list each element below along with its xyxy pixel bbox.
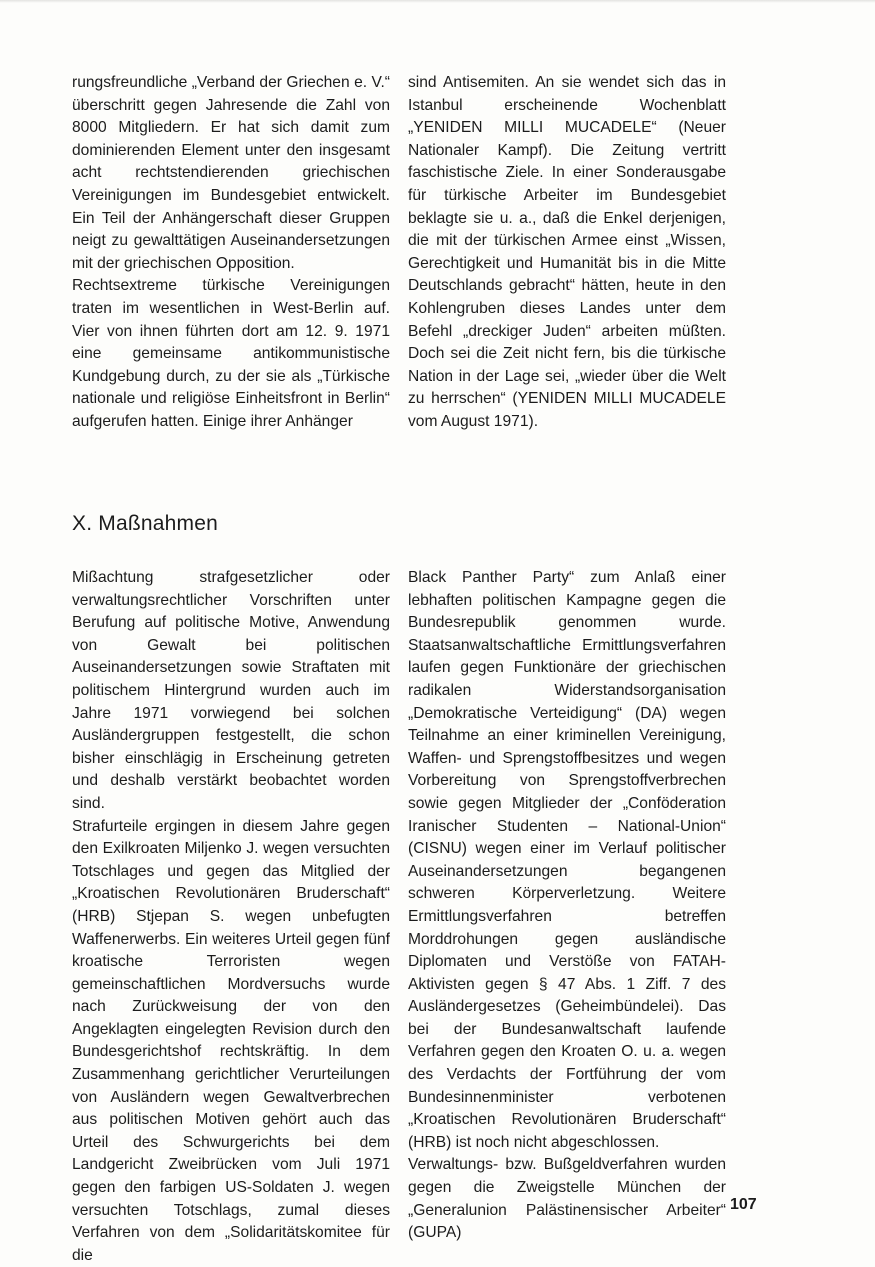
bottom-left-column xyxy=(72,567,390,1267)
section-heading: X. Maßnahmen xyxy=(72,512,218,535)
paragraph-measures-intro: Mißachtung strafgesetzlicher oder verwaltungsrechtlicher Vorschriften unter Berufung auf politische Motive, Anwendung von Gewalt bei politischen Auseinandersetzungen sowie Straftaten mit politischem Hintergrund wurden auch im Jahre 1971 vorwiegend bei solchen Ausländergruppen festgestellt, die schon bisher einschlägig in Erscheinung getreten und deshalb verstärkt beobachtet worden sind. xyxy=(72,569,390,812)
page-number: 107 xyxy=(730,1196,757,1213)
paragraph-antisemites: sind Antisemiten. An sie wendet sich das in Istanbul erscheinende Wochenblatt „YENIDEN MILLI MUCADELE“ (Neuer Nationaler Kampf). Die Zeitung vertritt faschistische Ziele. In einer Sonderausgabe für türkische Arbeiter im Bundesgebiet beklagte sie u. a., daß die Enkel derjenigen, die mit der türkischen Armee einst „Wissen, Gerechtigkeit und Humanität bis in die Mitte Deutschlands gebracht“ hätten, heute in den Kohlengruben dieses Landes unter dem Befehl „dreckiger Juden“ arbeiten müßten. Doch sei die Zeit nicht fern, bis die türkische Nation in der Lage sei, „wieder über die Welt zu herrschen“ (YENIDEN MILLI MUCADELE vom August 1971). xyxy=(408,74,726,430)
bottom-right-column xyxy=(408,567,726,1245)
paragraph-administrative-proceedings: Verwaltungs- bzw. Bußgeldverfahren wurden gegen die Zweigstelle München der „Generalunion Palästinensischer Arbeiter“ (GUPA) xyxy=(408,1156,726,1242)
paragraph-greek-associations: rungsfreundliche „Verband der Griechen e. V.“ überschritt gegen Jahresende die Zahl von 8000 Mitgliedern. Er hat sich damit zum dominierenden Element unter den insgesamt acht rechtstendierenden griechischen Vereinigungen im Bundesgebiet entwickelt. Ein Teil der Anhängerschaft dieser Gruppen neigt zu gewalttätigen Auseinandersetzungen mit der griechischen Opposition. xyxy=(72,74,390,272)
paragraph-turkish-associations: Rechtsextreme türkische Vereinigungen traten im wesentlichen in West-Berlin auf. Vier von ihnen führten dort am 12. 9. 1971 eine gemeinsame antikommunistische Kundgebung durch, zu der sie als „Türkische nationale und religiöse Einheitsfront in Berlin“ aufgerufen hatten. Einige ihrer Anhänger xyxy=(72,277,390,430)
top-right-column xyxy=(408,72,726,434)
paragraph-investigations: Black Panther Party“ zum Anlaß einer lebhaften politischen Kampagne gegen die Bundesrepublik genommen wurde. Staatsanwaltschaftliche Ermittlungsverfahren laufen gegen Funktionäre der griechischen radikalen Widerstandsorganisation „Demokratische Verteidigung“ (DA) wegen Teilnahme an einer kriminellen Vereinigung, Waffen- und Sprengstoffbesitzes und wegen Vorbereitung von Sprengstoffverbrechen sowie gegen Mitglieder der „Conföderation Iranischer Studenten – National-Union“ (CISNU) wegen einer im Verlauf politischer Auseinandersetzungen begangenen schweren Körperverletzung. Weitere Ermittlungsverfahren betreffen Morddrohungen gegen ausländische Diplomaten und Verstöße von FATAH-Aktivisten gegen § 47 Abs. 1 Ziff. 7 des Ausländergesetzes (Geheimbündelei). Das bei der Bundesanwaltschaft laufende Verfahren gegen den Kroaten O. u. a. wegen des Verdachts der Fortführung der vom Bundesinnenminister verbotenen „Kroatischen Revolutionären Bruderschaft“ (HRB) ist noch nicht abgeschlossen. xyxy=(408,569,726,1151)
top-left-column xyxy=(72,72,390,434)
scan-top-edge xyxy=(0,0,875,3)
paragraph-criminal-verdicts: Strafurteile ergingen in diesem Jahre gegen den Exilkroaten Miljenko J. wegen versuchten Totschlages und gegen das Mitglied der „Kroatischen Revolutionären Bruderschaft“ (HRB) Stjepan S. wegen unbefugten Waffenerwerbs. Ein weiteres Urteil gegen fünf kroatische Terroristen wegen gemeinschaftlichen Mordversuchs wurde nach Zurückweisung der von den Angeklagten eingelegten Revision durch den Bundesgerichtshof rechtskräftig. In dem Zusammenhang gerichtlicher Verurteilungen von Ausländern wegen Gewaltverbrechen aus politischen Motiven gehört auch das Urteil des Schwurgerichts bei dem Landgericht Zweibrücken vom Juli 1971 gegen den farbigen US-Soldaten J. wegen versuchten Totschlags, zumal dieses Verfahren von dem „Solidaritätskomitee für die xyxy=(72,817,390,1264)
